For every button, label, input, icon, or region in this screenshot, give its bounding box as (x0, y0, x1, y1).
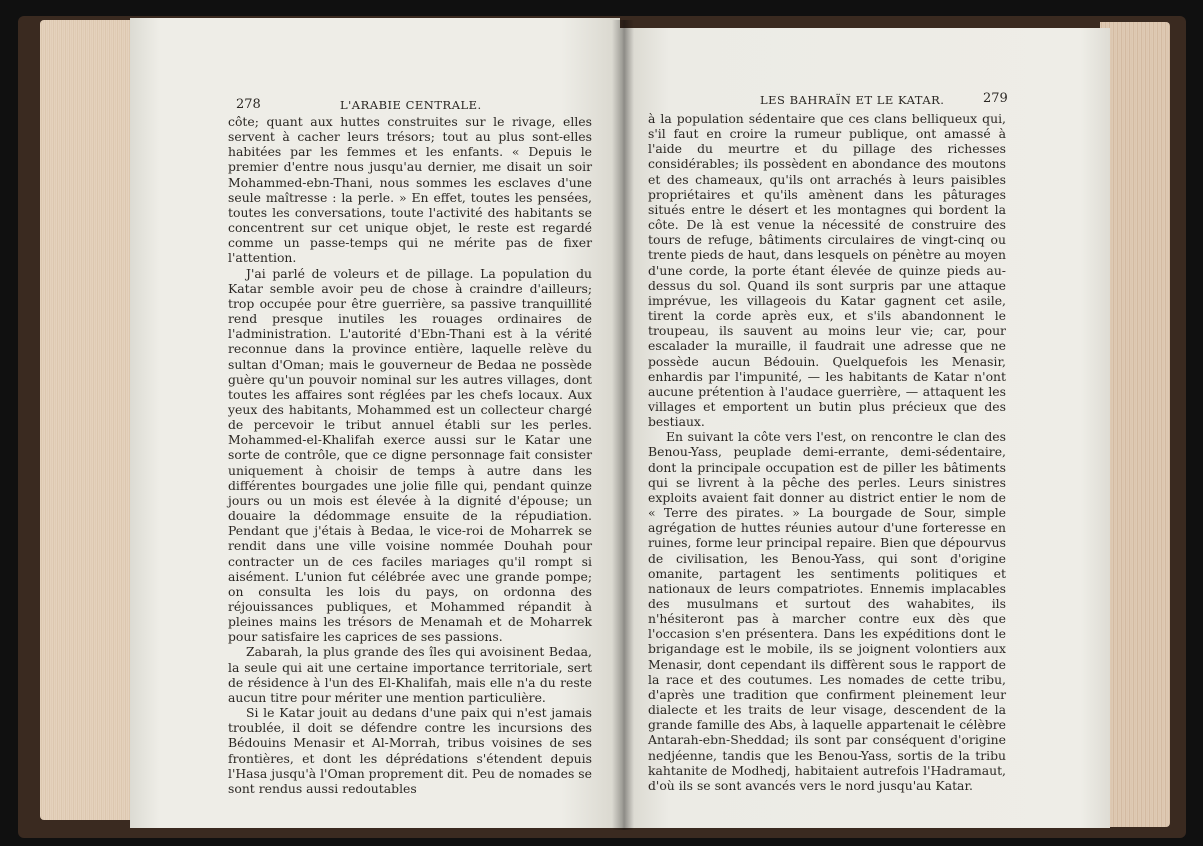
left-page-number: 278 (236, 97, 261, 112)
paragraph: Si le Katar jouit au dedans d'une paix qui n'est jamais troublée, il doit se défendre contre les incursions des Bédouins Menasir et Al-Morrah, tribus voisines de ses frontières, et dont les déprédations s'étendent depuis l'Hasa jusqu'à l'Oman proprement dit. Peu de nomades se sont rendus aussi redoutables (228, 705, 592, 796)
right-page (620, 28, 1110, 828)
paragraph: côte; quant aux huttes construites sur le rivage, elles servent à cacher leurs trésors; tout au plus sont-elles habitées par les femmes et les enfants. « Depuis le premier d'entre nous jusqu'au dernier, me disait un soir Mohammed-ebn-Thani, nous sommes les esclaves d'une seule maîtresse : la perle. » En effet, toutes les pensées, toutes les conversations, toute l'activité des habitants se concentrent sur cet unique objet, le reste est regardé comme un passe-temps qui ne mérite pas de fixer l'attention. (228, 114, 592, 266)
paragraph: à la population sédentaire que ces clans belliqueux qui, s'il faut en croire la rumeur publique, ont amassé à l'aide du meurtre et du pillage des richesses considérables; ils possèdent en abondance des moutons et des chameaux, qu'ils ont arrachés à leurs paisibles propriétaires et qu'ils amènent dans les pâturages situés entre le désert et les montagnes qui bordent la côte. De là est venue la nécessité de construire des tours de refuge, bâtiments circulaires de vingt-cinq ou trente pieds de haut, dans lesquels on pénètre au moyen d'une corde, la porte étant élevée de quinze pieds au-dessus du sol. Quand ils sont surpris par une attaque imprévue, les villageois du Katar gagnent cet asile, tirent la corde après eux, et s'ils abandonnent le troupeau, ils sauvent au moins leur vie; car, pour escalader la muraille, il faudrait une adresse que ne possède aucun Bédouin. Quelquefois les Menasir, enhardis par l'impunité, — les habitants de Katar n'ont aucune prétention à l'audace guerrière, — attaquent les villages et emportent un butin plus précieux que des bestiaux. (648, 111, 1006, 430)
left-body-text (228, 114, 592, 796)
right-running-header: LES BAHRAÏN ET LE KATAR. (760, 93, 945, 107)
book-gutter (612, 20, 634, 830)
right-body-text (648, 111, 1006, 793)
paragraph: Zabarah, la plus grande des îles qui avoisinent Bedaa, la seule qui ait une certaine importance territoriale, sert de résidence à l'un des El-Khalifah, mais elle n'a du reste aucun titre pour mériter une mention particulière. (228, 644, 592, 705)
right-page-number: 279 (983, 91, 1008, 106)
paragraph: En suivant la côte vers l'est, on rencontre le clan des Benou-Yass, peuplade demi-errante, demi-sédentaire, dont la principale occupation est de piller les bâtiments qui se livrent à la pêche des perles. Leurs sinistres exploits avaient fait donner au district entier le nom de « Terre des pirates. » La bourgade de Sour, simple agrégation de huttes réunies autour d'une forteresse en ruines, forme leur principal repaire. Bien que dépourvus de civilisation, les Benou-Yass, qui sont d'origine omanite, partagent les sentiments politiques et nationaux de leurs compatriotes. Ennemis implacables des musulmans et surtout des wahabites, ils n'hésiteront pas à marcher contre eux dès que l'occasion s'en présentera. Dans les expéditions dont le brigandage est le mobile, ils se joignent volontiers aux Menasir, dont cependant ils diffèrent sous le rapport de la race et des coutumes. Les nomades de cette tribu, d'après une tradition que confirment pleinement leur dialecte et les traits de leur visage, descendent de la grande famille des Abs, à laquelle appartenait le célèbre Antarah-ebn-Sheddad; ils sont par conséquent d'origine nedjéenne, tandis que les Benou-Yass, sortis de la tribu kahtanite de Modhedj, habitaient autrefois l'Hadramaut, d'où ils se sont avancés vers le nord jusqu'au Katar. (648, 429, 1006, 793)
left-running-header: L'ARABIE CENTRALE. (340, 98, 482, 112)
paragraph: J'ai parlé de voleurs et de pillage. La population du Katar semble avoir peu de chose à craindre d'ailleurs; trop occupée pour être guerrière, sa passive tranquillité rend presque inutiles les rouages ordinaires de l'administration. L'autorité d'Ebn-Thani est à la vérité reconnue dans la province entière, laquelle relève du sultan d'Oman; mais le gouverneur de Bedaa ne possède guère qu'un pouvoir nominal sur les autres villages, dont toutes les affaires sont réglées par les chefs locaux. Aux yeux des habitants, Mohammed est un collecteur chargé de percevoir le tribut annuel établi sur les perles. Mohammed-el-Khalifah exerce aussi sur le Katar une sorte de contrôle, que ce digne personnage fait consister uniquement à choisir de temps à autre dans les différentes bourgades une jolie fille qui, pendant quinze jours ou un mois est élevée à la dignité d'épouse; un douaire la dédommage ensuite de la répudiation. Pendant que j'étais à Bedaa, le vice-roi de Moharrek se rendit dans une ville voisine nommée Douhah pour contracter un de ces faciles mariages qu'il rompt si aisément. L'union fut célébrée avec une grande pompe; on consulta les lois du pays, on ordonna des réjouissances publiques, et Mohammed répandit à pleines mains les trésors de Menamah et de Moharrek pour satisfaire les caprices de ses passions. (228, 265, 592, 645)
left-page (130, 18, 620, 828)
right-page-edges (1100, 22, 1170, 827)
